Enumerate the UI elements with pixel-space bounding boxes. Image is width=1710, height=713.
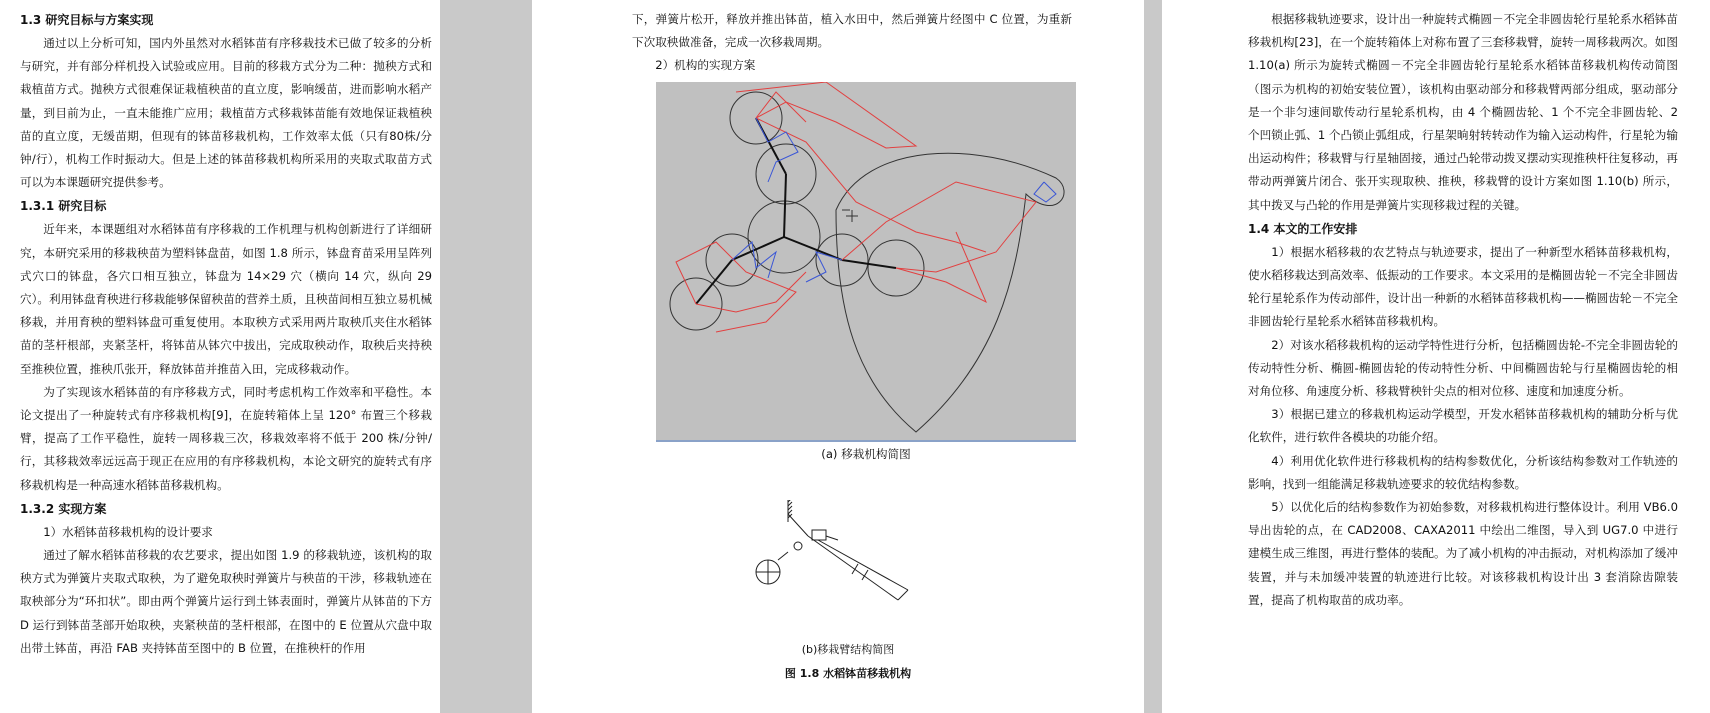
list-item: 3）根据已建立的移栽机构运动学模型，开发水稻钵苗移栽机构的辅助分析与优化软件，进行软件各模块的功能介绍。 bbox=[1248, 407, 1678, 445]
heading-1-3: 1.3 研究目标与方案实现 bbox=[20, 13, 154, 27]
page-left-text bbox=[20, 8, 432, 660]
list-item: 1）水稻钵苗移栽机构的设计要求 bbox=[43, 524, 213, 539]
list-item: 5）以优化后的结构参数作为初始参数，对移栽机构进行整体设计。利用 VB6.0 导出齿轮的点，在 CAD2008、CAXA2011 中绘出二维图，导入到 UG7.0 中进行建模生成三维图，再进行整体的装配。为了减小机构的冲击振动，对机构添加了缓冲装置，并与未加缓冲装置的轨迹进行比较。对该移栽机构设计出 3 套消除齿隙装置，提高了机构取苗的成功率。 bbox=[1248, 500, 1678, 607]
page-middle-text bbox=[632, 8, 1072, 78]
figure-mechanism-diagram bbox=[656, 82, 1076, 442]
heading-1-4: 1.4 本文的工作安排 bbox=[1248, 221, 1358, 236]
transplant-arm-sketch bbox=[748, 500, 918, 610]
paragraph: 通过了解水稻钵苗移栽的农艺要求，提出如图 1.9 的移栽轨迹，该机构的取秧方式为弹簧片夹取式取秧，为了避免取秧时弹簧片与秧苗的干涉，移栽轨迹在取秧部分为“环扣状”。即由两个弹簧片运行到土钵表面时，弹簧片从钵苗的下方 D 运行到钵苗茎部开始取秧，夹紧秧苗的茎杆根部，在图中的 E 位置从穴盘中取出带土钵苗，再沿 FAB 夹持钵苗至图中的 B 位置，在推秧杆的作用 bbox=[20, 548, 432, 655]
paragraph: 根据移栽轨迹要求，设计出一种旋转式椭圆－不完全非圆齿轮行星轮系水稻钵苗移栽机构[23]，在一个旋转箱体上对称布置了三套移栽臂，旋转一周移栽两次。如图 1.10(a) 所示为旋转式椭圆－不完全非圆齿轮行星轮系水稻钵苗移栽机构传动简图（图示为机构的初始安装位置），该机构由驱动部分和移栽臂两部分组成，驱动部分是一个非匀速间歇传动行星轮系机构，由 4 个椭圆齿轮、1 个不完全非圆齿轮、2 个凹锁止弧、1 个凸锁止弧组成，行星架晌射转转动作为输入运动构件，行星轮为输出运动构件；移栽臂与行星轴固接，通过凸轮带动拨叉摆动实现推秧杆往复移动，再带动两弹簧片闭合、张开实现取秧、推秧，移栽臂的设计方案如图 1.10(b) 所示，其中拨叉与凸轮的作用是弹簧片实现移栽过程的关键。 bbox=[1248, 12, 1678, 212]
caption-figure-b: (b)移栽臂结构简图 bbox=[801, 643, 895, 656]
heading-1-3-1: 1.3.1 研究目标 bbox=[20, 199, 107, 214]
list-item: 4）利用优化软件进行移栽机构的结构参数优化，分析该结构参数对工作轨迹的影响，找到一组能满足移栽轨迹要求的较优结构参数。 bbox=[1248, 453, 1678, 491]
mechanism-sketch bbox=[656, 82, 1076, 440]
list-item: 1）根据水稻移栽的农艺特点与轨迹要求，提出了一种新型水稻钵苗移栽机构，使水稻移栽达到高效率、低振动的工作要求。本文采用的是椭圆齿轮－不完全非圆齿轮行星轮系作为传动部件，设计出一种新的水稻钵苗移栽机构——椭圆齿轮－不完全非圆齿轮行星轮系水稻钵苗移栽机构。 bbox=[1248, 244, 1678, 329]
paragraph: 下，弹簧片松开，释放并推出钵苗，植入水田中，然后弹簧片经图中 C 位置，为重新下次取秧做准备，完成一次移栽周期。 bbox=[632, 12, 1072, 50]
figure-transplant-arm-diagram bbox=[748, 500, 918, 610]
heading-1-3-2: 1.3.2 实现方案 bbox=[20, 501, 107, 516]
paragraph: 通过以上分析可知，国内外虽然对水稻钵苗有序移栽技术已做了较多的分析与研究，并有部分样机投入试验或应用。目前的移栽方式分为二种：抛秧方式和栽植苗方式。抛秧方式很难保证栽植秧苗的直立度，影响缓苗，进而影响水稻产量，到目前为止，一直未能推广应用；栽植苗方式移栽钵苗能有效地保证栽植秧苗的直立度，无缓苗期，但现有的钵苗移栽机构，工作效率太低（只有80株/分钟/行），机构工作时振动大。但是上述的钵苗移栽机构所采用的夹取式取苗方式可以为本课题研究提供参考。 bbox=[20, 36, 432, 190]
list-item: 2）对该水稻移栽机构的运动学特性进行分析，包括椭圆齿轮-不完全非圆齿轮的传动特性分析、椭圆-椭圆齿轮的传动特性分析、中间椭圆齿轮与行星椭圆齿轮的相对角位移、角速度分析、移栽臂秧针尖点的相对位移、速度和加速度分析。 bbox=[1248, 337, 1678, 399]
caption-figure-a: (a) 移栽机构简图 bbox=[821, 447, 911, 461]
page-left bbox=[0, 0, 440, 713]
paragraph: 为了实现该水稻钵苗的有序移栽方式，同时考虑机构工作效率和平稳性。本论文提出了一种旋转式有序移栽机构[9]，在旋转箱体上呈 120° 布置三个移栽臂，提高了工作平稳性，旋转一周移栽三次，移栽效率将不低于 200 株/分钟/行，其移栽效率远远高于现正在应用的有序移栽机构，本论文研究的旋转式有序移栽机构是一种高速水稻钵苗移栽机构。 bbox=[20, 384, 432, 492]
page-right-text bbox=[1248, 8, 1678, 612]
page-right bbox=[1162, 0, 1710, 713]
paragraph: 近年来，本课题组对水稻钵苗有序移栽的工作机理与机构创新进行了详细研究，本研究采用的移栽秧苗为塑料钵盘苗，如图 1.8 所示，钵盘育苗采用呈阵列式穴口的钵盘，各穴口相互独立，钵盘为 14×29 穴（横向 14 穴，纵向 29 穴）。利用钵盘育秧进行移栽能够保留秧苗的营养土质，且秧苗间相互独立易机械移栽，并用育秧的塑料钵盘可重复使用。本取秧方式采用两片取秧爪夹住水稻钵苗的茎杆根部，夹紧茎杆，将钵苗从钵穴中拔出，完成取秧动作，取秧后夹持秧至推秧位置，推秧爪张开，释放钵苗并推苗入田，完成移栽动作。 bbox=[20, 222, 432, 376]
list-item: 2）机构的实现方案 bbox=[655, 58, 756, 73]
figure-title: 图 1.8 水稻钵苗移栽机构 bbox=[784, 667, 912, 680]
